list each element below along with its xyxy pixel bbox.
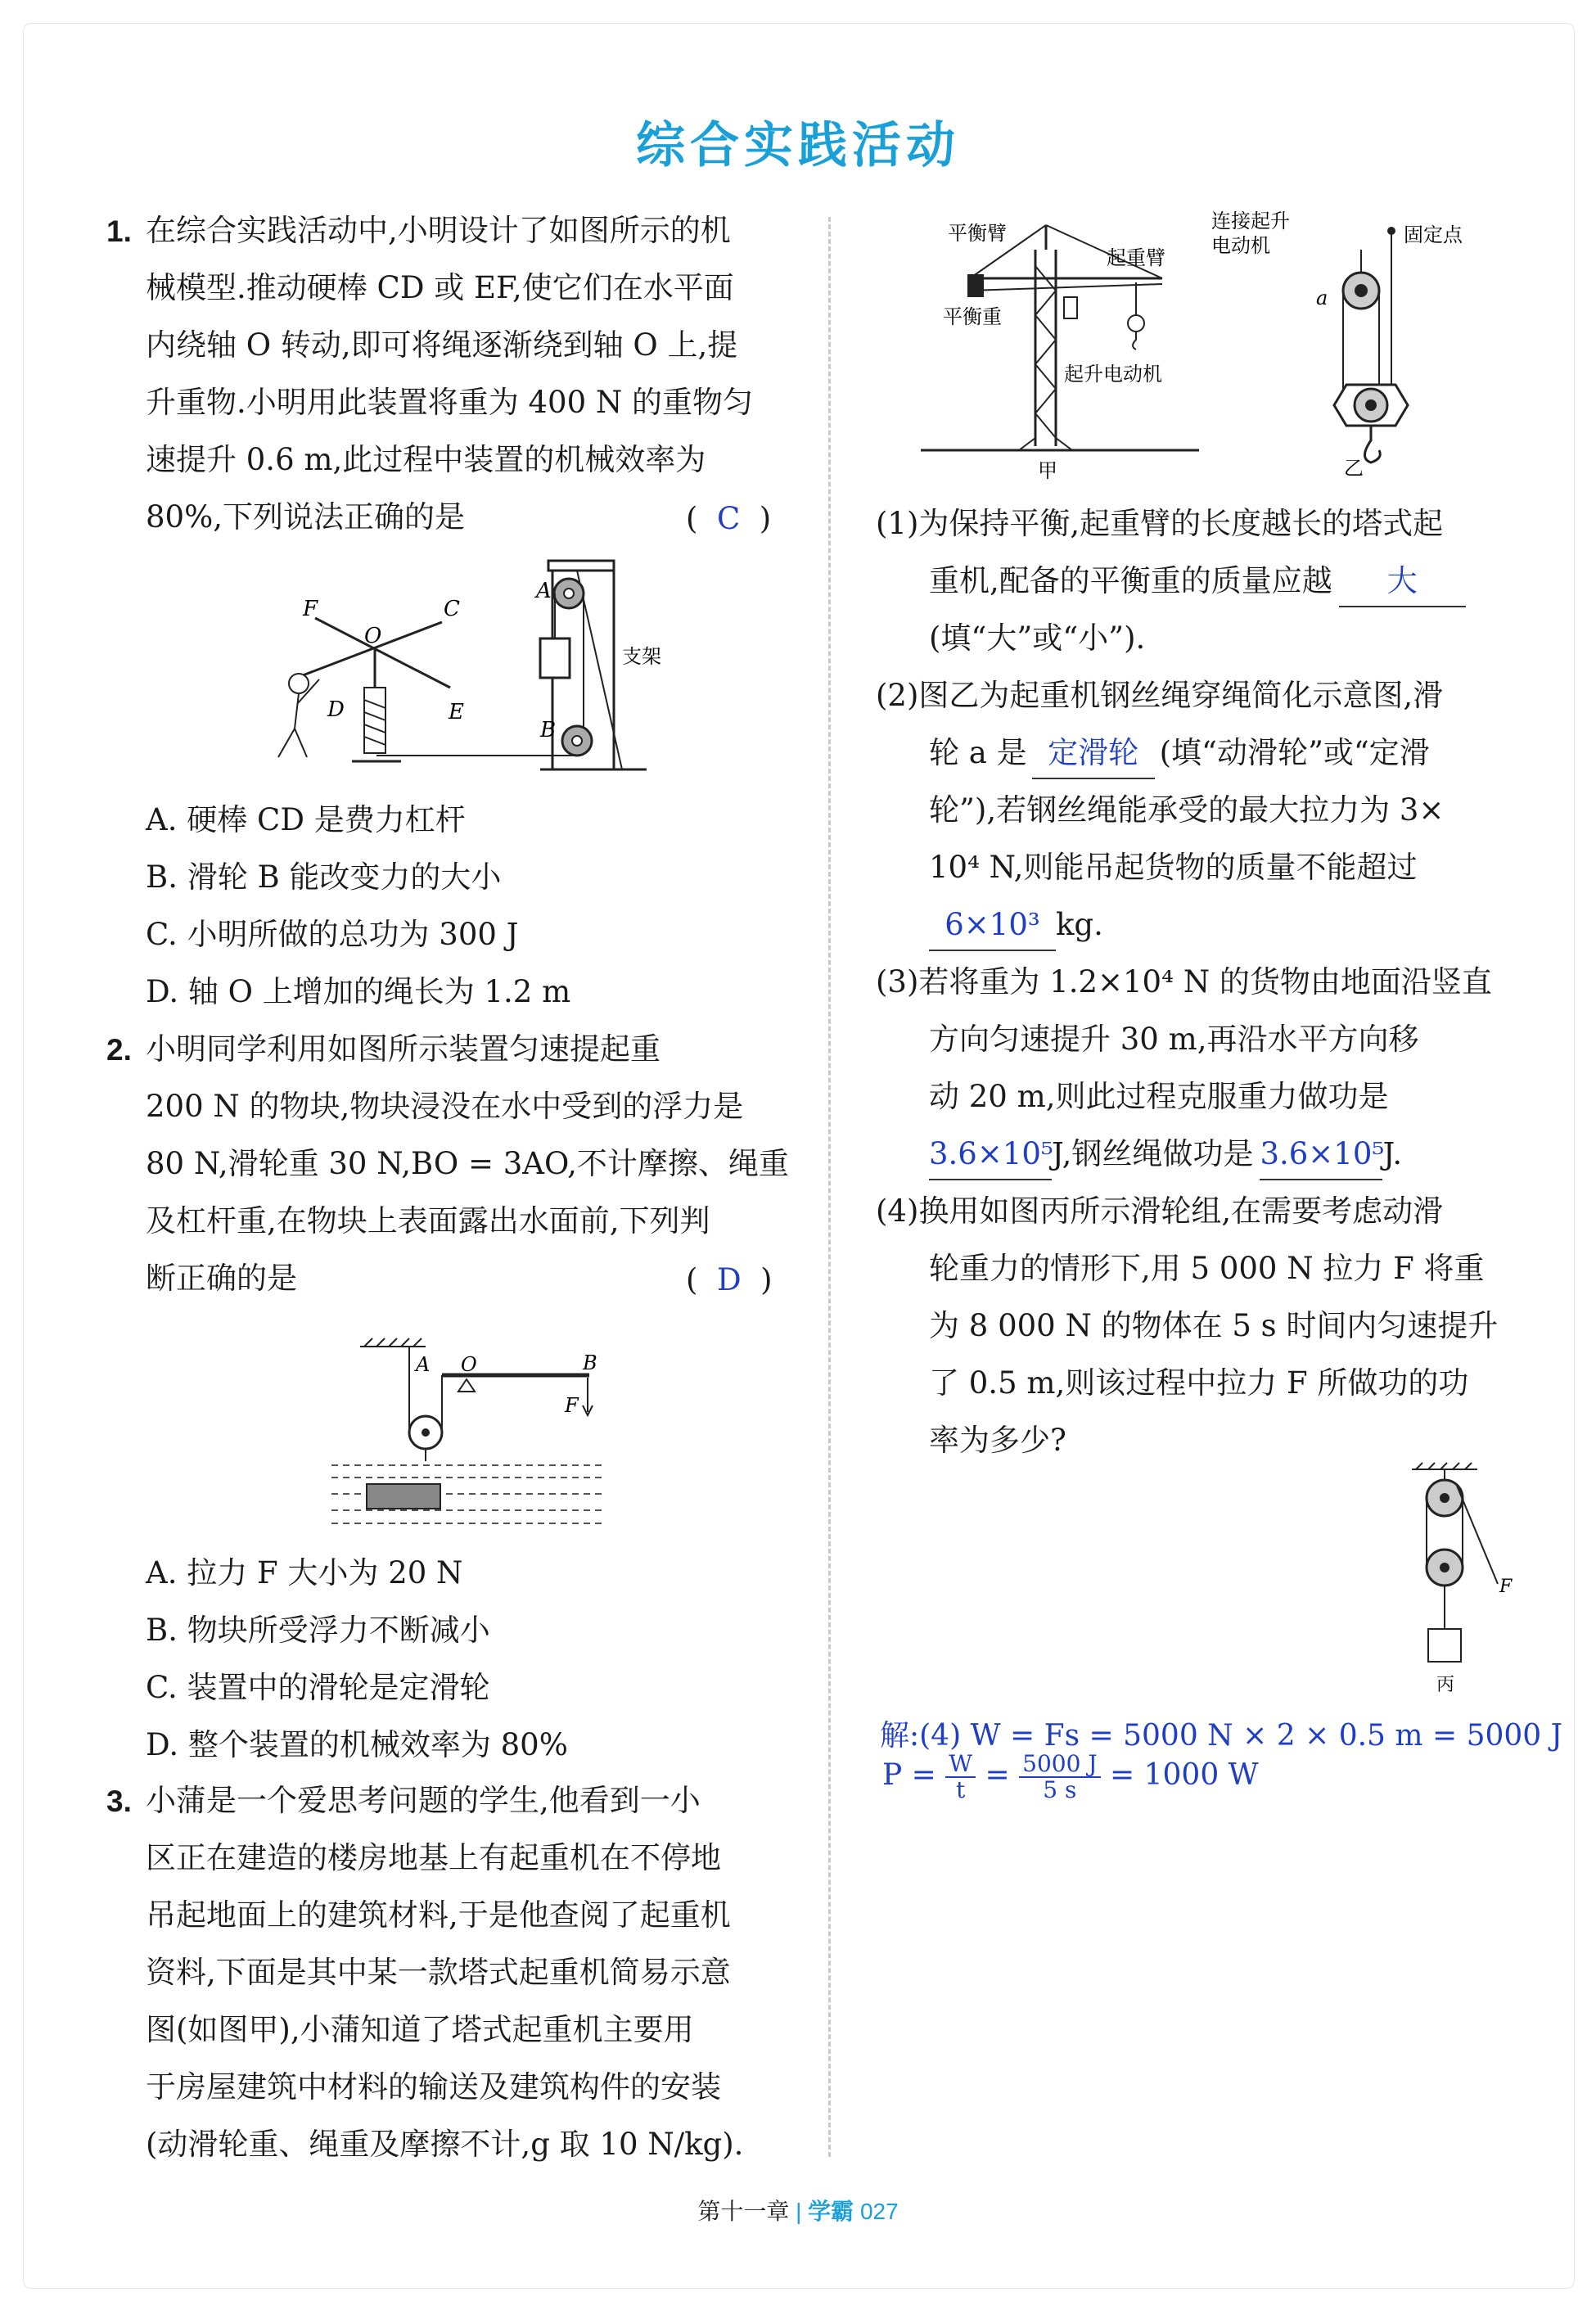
q1-line: 在综合实践活动中,小明设计了如图所示的机 — [146, 213, 731, 248]
footer-brand: 学霸 — [808, 2199, 854, 2224]
q3-sub3-line: 方向匀速提升 30 m,再沿水平方向移 — [929, 1022, 1419, 1057]
fraction-denominator: 5 s — [1043, 1776, 1077, 1803]
page-footer: 第十一章 | 学霸 027 — [697, 2199, 899, 2224]
q3-fig-jia-label: 起重臂 — [1107, 246, 1165, 269]
q3-sub3-text: J,钢丝绳做功是 — [1052, 1136, 1254, 1171]
q3-sub4-line: 轮重力的情形下,用 5 000 N 拉力 F 将重 — [929, 1251, 1485, 1286]
q1-option: D. 轴 O 上增加的绳长为 1.2 m — [146, 974, 571, 1009]
q3-number: 3. — [106, 1784, 132, 1818]
q3-solution-fraction-1 — [945, 1752, 976, 1802]
q2-line: 200 N 的物块,物块浸没在水中受到的浮力是 — [146, 1089, 744, 1124]
q3-line: 于房屋建筑中材料的输送及建筑构件的安装 — [146, 2069, 721, 2105]
q3-sub4-line: 为 8 000 N 的物体在 5 s 时间内匀速提升 — [929, 1308, 1499, 1343]
q3-sub2-answer-1: 定滑轮 — [1032, 729, 1155, 779]
q3-line: 吊起地面上的建筑材料,于是他查阅了起重机 — [146, 1897, 731, 1933]
q3-fig-jia-label: 平衡重 — [943, 305, 1002, 328]
q1-fig-label: F — [303, 597, 318, 621]
q1-line: 升重物.小明用此装置将重为 400 N 的重物匀 — [146, 385, 754, 420]
fraction-numerator: W — [945, 1752, 976, 1778]
q3-line: 小蒲是一个爱思考问题的学生,他看到一小 — [146, 1783, 701, 1818]
q1-fig-label: A — [536, 579, 552, 603]
q3-line: 图(如图甲),小蒲知道了塔式起重机主要用 — [146, 2012, 694, 2047]
q1-option: C. 小明所做的总功为 300 J — [146, 917, 519, 952]
q3-sub4-line: 了 0.5 m,则该过程中拉力 F 所做功的功 — [929, 1365, 1469, 1401]
q3-fig-bing-label: 丙 — [1436, 1675, 1455, 1695]
q3-sub3-line: 动 20 m,则此过程克服重力做功是 — [929, 1079, 1389, 1114]
q1-figure — [270, 557, 661, 778]
q2-option: C. 装置中的滑轮是定滑轮 — [146, 1670, 490, 1705]
q2-fig-label: B — [583, 1351, 597, 1374]
q3-sub2-line: 10⁴ N,则能吊起货物的质量不能超过 — [929, 850, 1418, 885]
q1-answer-bracket: ( C ) — [686, 501, 772, 536]
q1-fig-label: B — [540, 718, 557, 742]
q2-figure — [327, 1330, 614, 1527]
q1-line: 速提升 0.6 m,此过程中装置的机械效率为 — [146, 442, 706, 477]
q3-sub3-text: J. — [1382, 1136, 1403, 1171]
q3-fig-jia-label: 甲 — [1038, 459, 1057, 482]
q3-figure-bing — [1400, 1461, 1522, 1699]
q1-fig-label: O — [364, 624, 382, 648]
q3-fig-yi-label: 连接起升 — [1211, 210, 1290, 232]
q1-option: A. 硬棒 CD 是费力杠杆 — [146, 802, 466, 837]
q1-fig-label: D — [327, 697, 345, 722]
q1-fig-label: C — [444, 597, 460, 621]
q2-line: 断正确的是 — [146, 1261, 297, 1296]
q2-fig-label: A — [416, 1353, 431, 1376]
q1-line: 内绕轴 O 转动,即可将绳逐渐绕到轴 O 上,提 — [146, 327, 738, 363]
q2-line: 80 N,滑轮重 30 N,BO = 3AO,不计摩擦、绳重 — [146, 1146, 789, 1181]
page-title: 综合实践活动 — [636, 117, 960, 174]
q3-sub1-text: 重机,配备的平衡重的质量应越 — [929, 563, 1332, 598]
q3-solution-line2: P = $\frac{W}{t}$ = $\frac{5000 J}{5 s}$ = 1000 W — [882, 1750, 1259, 1803]
q2-line: 小明同学利用如图所示装置匀速提起重 — [146, 1031, 660, 1067]
fraction-denominator: t — [956, 1776, 966, 1803]
q3-sub4-line: 率为多少? — [929, 1423, 1066, 1458]
q3-sub1-answer: 大 — [1339, 557, 1466, 607]
q3-sub2-line: 轮”),若钢丝绳能承受的最大拉力为 3× — [929, 792, 1445, 828]
q3-sub1-line: (1)为保持平衡,起重臂的长度越长的塔式起 — [876, 506, 1444, 541]
q3-figure-yi — [1211, 210, 1481, 483]
q3-fig-jia-label: 平衡臂 — [948, 222, 1007, 245]
footer-page-number: 027 — [859, 2199, 899, 2224]
q1-fig-label: E — [449, 700, 464, 724]
q3-sub3-line — [929, 1130, 1402, 1180]
q3-solution-result: = 1000 W — [1110, 1758, 1259, 1792]
q3-sub1-line — [929, 557, 1466, 607]
footer-chapter: 第十一章 — [697, 2199, 790, 2224]
q3-fig-bing-label: F — [1499, 1577, 1513, 1597]
fraction-numerator: 5000 J — [1019, 1752, 1100, 1778]
q3-fig-jia-label: 起升电动机 — [1064, 363, 1162, 386]
q3-fig-yi-label: 乙 — [1344, 457, 1364, 480]
q2-fig-label: O — [461, 1353, 477, 1376]
q1-option: B. 滑轮 B 能改变力的大小 — [146, 859, 502, 895]
q1-number: 1. — [106, 214, 132, 248]
q3-sub2-text: kg. — [1056, 907, 1103, 942]
q3-solution-line1: 解:(4) W = Fs = 5000 N × 2 × 0.5 m = 5000 J — [880, 1719, 1563, 1753]
q3-fig-yi-label: a — [1316, 286, 1328, 309]
q1-answer: C — [716, 501, 741, 536]
q2-answer: D — [716, 1262, 742, 1297]
q2-line: 及杠杆重,在物块上表面露出水面前,下列判 — [146, 1203, 710, 1238]
q3-solution-fraction-2 — [1019, 1752, 1100, 1802]
q3-sub2-text: 轮 a 是 — [929, 735, 1027, 770]
q2-fig-label: F — [565, 1394, 579, 1417]
q3-sub3-answer-1: 3.6×10⁵ — [929, 1130, 1052, 1180]
q1-line: 械模型.推动硬棒 CD 或 EF,使它们在水平面 — [146, 270, 734, 305]
q3-solution-p: P = — [882, 1758, 936, 1792]
q3-fig-yi-label: 电动机 — [1211, 234, 1270, 257]
q3-sub2-answer-2: 6×10³ — [929, 900, 1056, 951]
q3-fig-yi-label: 固定点 — [1404, 223, 1463, 246]
q3-sub4-line: (4)换用如图丙所示滑轮组,在需要考虑动滑 — [876, 1193, 1444, 1229]
q2-option: D. 整个装置的机械效率为 80% — [146, 1727, 568, 1762]
q3-sub2-line — [929, 900, 1103, 951]
q3-figure-jia — [917, 217, 1211, 487]
q3-sub2-line: (2)图乙为起重机钢丝绳穿绳简化示意图,滑 — [876, 678, 1444, 713]
q2-option: A. 拉力 F 大小为 20 N — [146, 1555, 463, 1590]
q3-sub3-answer-2: 3.6×10⁵ — [1260, 1130, 1382, 1180]
q2-answer-bracket: ( D ) — [686, 1262, 773, 1297]
q3-sub2-text: (填“动滑轮”或“定滑 — [1159, 735, 1430, 770]
q1-line: 80%,下列说法正确的是 — [146, 499, 465, 535]
q2-number: 2. — [106, 1033, 132, 1067]
q3-line: (动滑轮重、绳重及摩擦不计,g 取 10 N/kg). — [146, 2127, 744, 2162]
q3-line: 资料,下面是其中某一款塔式起重机简易示意 — [146, 1955, 731, 1990]
q3-sub2-line — [929, 729, 1430, 779]
q2-option: B. 物块所受浮力不断减小 — [146, 1613, 490, 1648]
q3-sub1-line: (填“大”或“小”). — [929, 620, 1146, 656]
q3-line: 区正在建造的楼房地基上有起重机在不停地 — [146, 1840, 721, 1875]
column-divider — [828, 217, 831, 2157]
q3-sub3-line: (3)若将重为 1.2×10⁴ N 的货物由地面沿竖直 — [876, 964, 1492, 999]
q1-fig-label: 支架 — [622, 645, 661, 668]
